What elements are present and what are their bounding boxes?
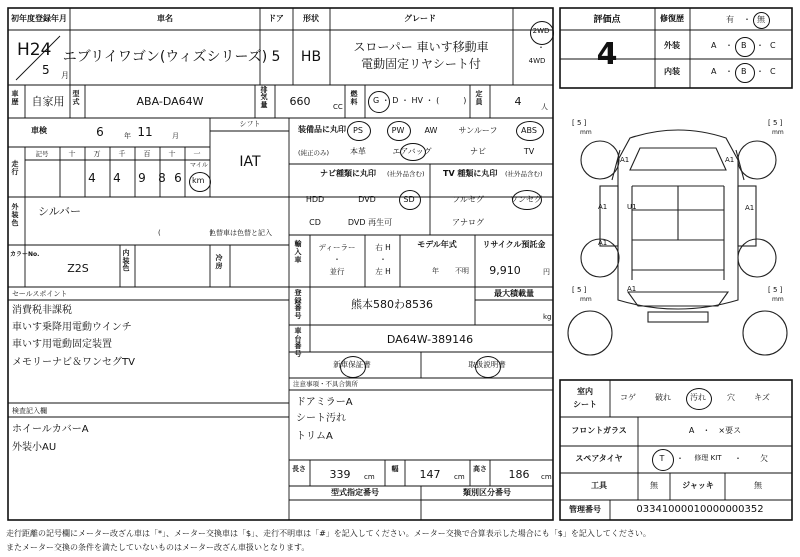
- selling-point-4: メモリーナビ＆ワンセグTV: [12, 357, 135, 368]
- model-year-unknown: 不明: [455, 267, 469, 275]
- mileage-head-6: 一: [193, 150, 201, 158]
- model-label: 型式: [72, 90, 80, 107]
- import-hand-dot: ・: [379, 255, 387, 264]
- model-year-unit: 年: [432, 267, 439, 275]
- damage-a1-side-left: A1: [598, 203, 608, 211]
- selling-points-label: セールスポイント: [12, 290, 68, 298]
- label-grade: グレード: [404, 14, 436, 23]
- color-change-paren: ( ): [158, 229, 213, 237]
- diagram-bracket-tl: [ 5 ]: [572, 119, 587, 127]
- length-value: 339: [329, 468, 351, 481]
- import-parallel: 並行: [329, 267, 345, 276]
- interior-color-label: 内装色: [122, 249, 130, 273]
- jack-label: ジャッキ: [682, 481, 714, 490]
- height-label: 高さ: [473, 465, 487, 473]
- interior-dot-1: ・: [725, 67, 733, 76]
- diagram-bracket-bl: [ 5 ]: [572, 286, 587, 294]
- height-unit: cm: [541, 473, 552, 481]
- exterior-dot-1: ・: [725, 41, 733, 50]
- selling-point-1: 消費税非課税: [12, 305, 72, 316]
- length-label: 長さ: [292, 465, 306, 473]
- windshield-value: A ・ ×要ス: [688, 426, 742, 435]
- usage-type: 自家用: [31, 95, 65, 108]
- recycle-yen: 円: [543, 268, 550, 276]
- inspector-item-1: ホイールカバーA: [12, 424, 89, 435]
- tools-value: 無: [650, 481, 658, 490]
- label-car-name: 車名: [157, 14, 173, 23]
- width-label: 幅: [391, 465, 399, 473]
- equip-abs: ABS: [521, 126, 537, 135]
- mileage-digit-3: 9: [138, 171, 146, 185]
- note-item-3: トリムA: [296, 431, 333, 442]
- interior-dot-2: ・: [756, 67, 764, 76]
- spare-tire-dot-2: ・: [734, 454, 742, 463]
- footer-note-1: 走行距離の記号欄にメーター改ざん車は「*」、メーター交換車は「$」、走行不明車は「#」を記入してください。メーター交換で合算表示した場合にも「$」を記入してください。: [6, 529, 651, 538]
- diagram-mm-br: mm: [772, 296, 784, 303]
- diagram-bracket-br: [ 5 ]: [768, 286, 783, 294]
- navi-sd: SD: [403, 195, 415, 204]
- tools-label: 工具: [591, 481, 607, 490]
- spare-tire-none: 欠: [760, 454, 768, 463]
- inspector-label: 検査記入欄: [12, 407, 47, 415]
- seat-tear: 破れ: [655, 393, 671, 402]
- damage-a1-front-right: A1: [725, 156, 735, 164]
- damage-u1: U1: [627, 203, 637, 211]
- spare-tire-kit: 修理 KIT: [694, 454, 722, 462]
- mileage-digit-1: 4: [88, 171, 96, 185]
- tv-fullseg: フルセグ: [452, 195, 484, 204]
- damage-a1-mid-left: A1: [598, 239, 608, 247]
- mileage-head-5: 十: [168, 150, 176, 158]
- seat-burn: コゲ: [620, 393, 636, 402]
- aircon-label: 冷房: [215, 254, 223, 270]
- body-shape: HB: [300, 49, 322, 65]
- inspection-year-unit: 年: [124, 132, 131, 140]
- interior-a: A: [711, 67, 717, 76]
- model-code: ABA-DA64W: [136, 95, 204, 108]
- class-number-label: 類別区分番号: [463, 488, 511, 497]
- interior-c: C: [770, 67, 776, 76]
- type-number-label: 型式指定番号: [331, 488, 379, 497]
- navi-cd: CD: [309, 218, 321, 227]
- seat-scratch: キズ: [754, 393, 770, 402]
- selling-point-2: 車いす乗降用電動ウインチ: [12, 322, 132, 333]
- label-doors: ドア: [268, 14, 284, 23]
- mileage-head-1: 十: [68, 150, 76, 158]
- import-right-hand: 右 H: [375, 243, 391, 252]
- mileage-mile-label: マイル: [190, 162, 208, 169]
- color-no-label: カラーNo.: [10, 251, 40, 258]
- fuel-label: 燃料: [350, 90, 358, 107]
- repair-no: 無: [757, 15, 765, 24]
- equip-ps: PS: [353, 126, 363, 135]
- grade-line-2: 電動固定リヤシート付: [361, 57, 481, 71]
- diagram-mm-tl: mm: [580, 129, 592, 136]
- mileage-km: km: [192, 176, 205, 185]
- tv-title: TV 種類に丸印: [443, 169, 498, 178]
- fuel-options: G ・ D ・ HV ・ ( ): [373, 96, 467, 105]
- car-name: エブリイワゴン(ウィズシリーズ): [62, 49, 268, 65]
- repair-yes: 有: [726, 15, 734, 24]
- exterior-c: C: [770, 41, 776, 50]
- diagram-bracket-tr: [ 5 ]: [768, 119, 783, 127]
- jack-value: 無: [754, 481, 762, 490]
- exterior-dot-2: ・: [756, 41, 764, 50]
- inspection-label: 車検: [31, 126, 47, 135]
- footer-note-2: またメーター交換の条件を満たしていないものはメーター改ざん車扱いとなります。: [6, 543, 310, 552]
- drive-4wd: 4WD: [528, 57, 546, 65]
- equipment-sub: (純正のみ): [298, 149, 330, 157]
- model-year-label: モデル年式: [417, 240, 457, 249]
- mileage-digit-5: 6: [174, 171, 182, 185]
- color-change-note: 色替車は色替と記入: [209, 229, 272, 237]
- inspector-item-2: 外装小AU: [12, 442, 57, 453]
- displacement-value: 660: [289, 95, 311, 108]
- selling-point-3: 車いす用電動固定装置: [12, 339, 112, 350]
- exterior-b: B: [741, 41, 747, 50]
- exterior-a: A: [711, 41, 717, 50]
- navi-dvd: DVD: [358, 195, 376, 204]
- equip-pw: PW: [391, 126, 405, 135]
- drive-2wd: 2WD: [532, 27, 550, 35]
- import-dot: ・: [333, 255, 341, 264]
- navi-dvd-play: DVD 再生可: [347, 218, 393, 227]
- mileage-digit-2: 4: [113, 171, 121, 185]
- windshield-label: フロントガラス: [571, 426, 627, 435]
- label-first-registration: 初年度登録年月: [11, 14, 67, 23]
- equip-leather: 本革: [350, 147, 366, 156]
- navi-hdd: HDD: [305, 195, 325, 204]
- max-load-label: 最大積載量: [494, 289, 534, 298]
- mileage-head-2: 万: [93, 150, 101, 158]
- displacement-unit: CC: [333, 103, 343, 111]
- owners-manual: 取扱説明書: [468, 360, 506, 369]
- spare-tire-label: スペアタイヤ: [575, 454, 623, 463]
- label-shape: 形状: [303, 14, 319, 23]
- length-unit: cm: [364, 473, 375, 481]
- chassis-label: 車台番号: [294, 327, 302, 359]
- repair-dot: ・: [743, 15, 751, 24]
- import-left-hand: 左 H: [375, 267, 391, 276]
- navi-note: (社外品含む): [387, 170, 425, 178]
- import-label: 輸入車: [294, 240, 302, 265]
- mileage-mark-label: 記号: [35, 150, 49, 158]
- capacity-label: 定員: [475, 90, 483, 107]
- history-label: 車歴: [11, 90, 19, 107]
- damage-a1-rear-left: A1: [627, 285, 637, 293]
- diagram-mm-tr: mm: [772, 129, 784, 136]
- recycle-value: 9,910: [489, 264, 521, 277]
- color-no-value: Z2S: [67, 262, 89, 275]
- width-unit: cm: [454, 473, 465, 481]
- inspection-month: 11: [137, 125, 153, 139]
- inspection-year: 6: [96, 125, 104, 139]
- diagram-mm-bl: mm: [580, 296, 592, 303]
- management-number-label: 管理番号: [569, 505, 601, 514]
- width-value: 147: [419, 468, 441, 481]
- note-item-2: シート汚れ: [296, 413, 346, 424]
- shift-label: シフト: [239, 120, 261, 128]
- spare-tire-dot-1: ・: [676, 454, 684, 463]
- interior-label: 内装: [664, 67, 680, 76]
- shift-value: IAT: [239, 154, 261, 170]
- seat-stain: 汚れ: [690, 393, 706, 402]
- exterior-color-label: 外装色: [11, 203, 19, 228]
- new-car-warranty: 新車保証書: [333, 360, 371, 369]
- score-value: 4: [596, 37, 618, 72]
- management-number: 03341000010000000352: [636, 504, 764, 515]
- navi-title: ナビ種類に丸印: [320, 169, 376, 178]
- seat-label-2: シート: [573, 400, 597, 409]
- tv-oneseg: ワンセグ: [510, 195, 542, 204]
- tv-note: (社外品含む): [505, 170, 543, 178]
- inspection-month-unit: 月: [172, 132, 179, 140]
- registration-month-unit: 月: [61, 71, 69, 80]
- displacement-label: 排気量: [260, 86, 268, 109]
- chassis-number: DA64W-389146: [386, 333, 474, 346]
- drive-dot: ・: [537, 43, 545, 52]
- exterior-label: 外装: [664, 41, 680, 50]
- mileage-head-4: 百: [143, 150, 151, 158]
- tv-analog: アナログ: [452, 218, 484, 227]
- damage-a1-front-left: A1: [620, 156, 630, 164]
- height-value: 186: [508, 468, 530, 481]
- damage-a1-side-right: A1: [745, 204, 755, 212]
- equip-airbag: エアバッグ: [392, 147, 432, 156]
- exterior-color-value: シルバー: [38, 205, 81, 218]
- note-item-1: ドアミラーA: [296, 397, 353, 408]
- registration-era-year: H24: [17, 40, 52, 60]
- mileage-label: 走行: [11, 160, 19, 177]
- capacity-value: 4: [514, 95, 522, 108]
- equip-tv: TV: [523, 147, 535, 156]
- registration-label: 登録番号: [294, 289, 302, 321]
- notes-label: 注意事項・不具合箇所: [293, 380, 358, 388]
- score-label: 評価点: [593, 15, 621, 25]
- equip-sunroof: サンルーフ: [458, 126, 498, 135]
- equip-aw: AW: [424, 126, 438, 135]
- equip-navi: ナビ: [470, 147, 486, 156]
- seat-hole: 穴: [727, 393, 735, 402]
- registration-number: 熊本580わ8536: [351, 298, 433, 311]
- equipment-label: 装備品に丸印: [298, 125, 346, 134]
- mileage-digit-4: 8: [158, 171, 166, 185]
- recycle-label: リサイクル預託金: [482, 240, 546, 249]
- import-dealer: ディーラー: [318, 243, 356, 252]
- max-load-unit: kg: [543, 313, 552, 321]
- capacity-unit: 人: [541, 103, 548, 111]
- door-count: 5: [271, 49, 281, 65]
- mileage-head-3: 千: [118, 150, 126, 158]
- repair-history-label: 修復歴: [660, 14, 684, 23]
- registration-month: 5: [42, 63, 50, 77]
- interior-b: B: [741, 67, 747, 76]
- seat-label-1: 室内: [577, 387, 593, 396]
- grade-line-1: スローパー 車いす移動車: [353, 40, 489, 54]
- spare-tire-t: T: [659, 454, 665, 463]
